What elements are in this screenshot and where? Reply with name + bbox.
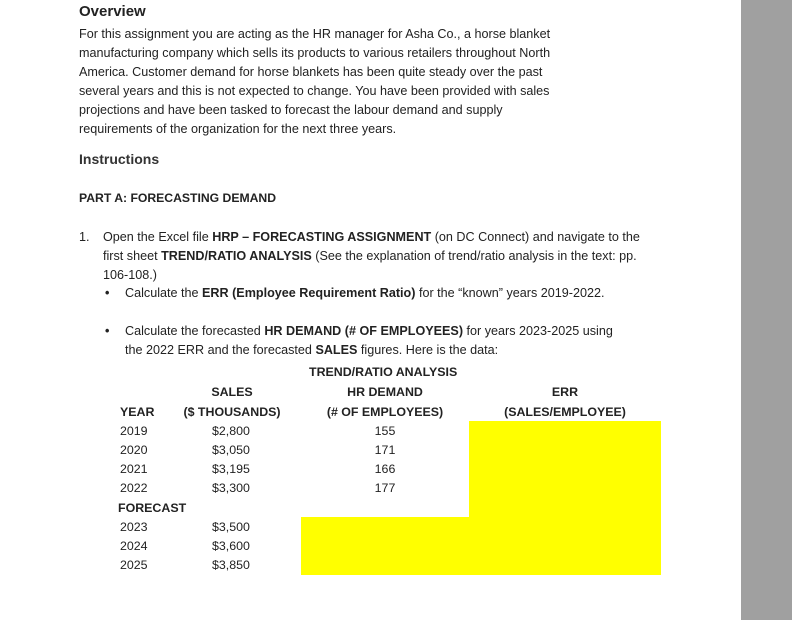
err-subheader: (SALES/EMPLOYEE) xyxy=(504,405,626,419)
year-cell: 2020 xyxy=(120,443,148,457)
overview-line: manufacturing company which sells its products to various retailers throughout North xyxy=(79,46,551,60)
hr-cell: 166 xyxy=(374,462,396,476)
hr-cell: 177 xyxy=(374,481,396,495)
hr-demand-subheader: (# OF EMPLOYEES) xyxy=(326,405,444,419)
year-cell: 2024 xyxy=(120,539,148,553)
forecast-highlight-cells xyxy=(301,517,661,575)
year-cell: 2025 xyxy=(120,558,148,572)
item-text: Open the Excel file xyxy=(103,230,213,244)
instructions-heading: Instructions xyxy=(79,151,160,167)
bullet-text: figures. Here is the data: xyxy=(357,343,499,357)
bullet-bold: SALES xyxy=(315,343,358,357)
year-cell: 2022 xyxy=(120,481,148,495)
overview-line: requirements of the organization for the next three years. xyxy=(79,122,397,136)
year-header: YEAR xyxy=(120,405,155,419)
page-margin-background xyxy=(741,0,792,620)
bullet-bold: HR DEMAND (# OF EMPLOYEES) xyxy=(264,324,464,338)
item-number: 1. xyxy=(79,230,90,244)
bullet-text: Calculate the xyxy=(125,286,203,300)
item-text: (on DC Connect) and navigate to the first sheet xyxy=(103,230,640,263)
bullet-text: Calculate the forecasted xyxy=(125,324,265,338)
hr-demand-header: HR DEMAND xyxy=(347,385,423,399)
hr-cell: 171 xyxy=(374,443,396,457)
overview-paragraph xyxy=(79,25,639,139)
sales-subheader: ($ THOUSANDS) xyxy=(183,405,281,419)
sales-cell: $3,300 xyxy=(212,481,250,495)
forecast-label: FORECAST xyxy=(118,501,187,515)
err-highlight-cells xyxy=(469,421,661,517)
sales-cell: $3,050 xyxy=(212,443,250,457)
overview-heading: Overview xyxy=(79,3,146,20)
sales-header: SALES xyxy=(211,385,253,399)
sales-cell: $3,600 xyxy=(212,539,250,553)
sales-cell: $3,195 xyxy=(212,462,250,476)
year-cell: 2021 xyxy=(120,462,148,476)
overview-line: America. Customer demand for horse blankets has been quite steady over the past xyxy=(79,65,543,79)
bullet-bold: ERR (Employee Requirement Ratio) xyxy=(202,286,416,300)
part-a-heading: PART A: FORECASTING DEMAND xyxy=(79,191,277,205)
sales-cell: $3,850 xyxy=(212,558,250,572)
sheet-name: TREND/RATIO ANALYSIS xyxy=(161,249,312,263)
table-title: TREND/RATIO ANALYSIS xyxy=(309,365,458,379)
bullet-text: for the “known” years 2019-2022. xyxy=(415,286,605,300)
sales-cell: $3,500 xyxy=(212,520,250,534)
excel-file-name: HRP – FORECASTING ASSIGNMENT xyxy=(212,230,432,244)
year-cell: 2023 xyxy=(120,520,148,534)
err-header: ERR xyxy=(551,385,579,399)
year-cell: 2019 xyxy=(120,424,148,438)
sales-cell: $2,800 xyxy=(212,424,250,438)
bullet-icon: • xyxy=(105,286,110,300)
overview-line: projections and have been tasked to forecast the labour demand and supply xyxy=(79,103,503,117)
hr-cell: 155 xyxy=(374,424,396,438)
overview-line: several years and this is not expected to change. You have been provided with sales xyxy=(79,84,550,98)
item-body xyxy=(103,228,643,285)
bullet-icon: • xyxy=(105,324,110,338)
overview-line: For this assignment you are acting as the HR manager for Asha Co., a horse blanket xyxy=(79,27,551,41)
bullet-text: for years 2023-2025 using the 2022 ERR and the forecasted xyxy=(125,324,613,357)
item-text: (See the explanation of trend/ratio analysis in the text: pp. 106-108.) xyxy=(103,249,637,282)
